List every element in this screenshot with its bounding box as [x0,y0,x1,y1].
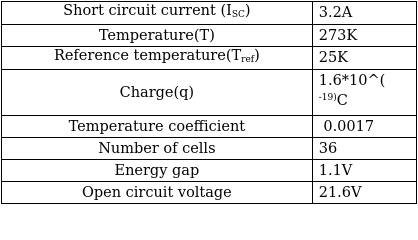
value-cell: 273K [312,25,416,47]
table-row [2,182,417,204]
parameter-cell: Short circuit current $(I_{SC})$ [2,2,313,25]
parameter-cell: Temperature(T) [2,25,313,47]
parameter-cell: Reference $temperature(T_{ref})$ [2,47,313,70]
table-row [2,116,417,138]
table-row [2,160,417,182]
parameter-cell: Number of cells [2,138,313,160]
parameter-cell: Temperature coefficient [2,116,313,138]
parameters-table [1,1,417,204]
parameter-cell: Charge(q) [2,70,313,116]
parameter-cell: Energy gap [2,160,313,182]
table-row [2,47,417,70]
value-cell: 21.6V [312,182,416,204]
table-row [2,2,417,25]
value-cell: 0.0017 [312,116,416,138]
table-row [2,25,417,47]
value-cell: 25K [312,47,416,70]
table-row [2,138,417,160]
value-cell: 1.6*10^( $^{-19)}$C [312,70,416,116]
value-cell: 1.1V [312,160,416,182]
table-row [2,70,417,116]
parameter-cell: Open circuit voltage [2,182,313,204]
value-cell: 3.2A [312,2,416,25]
value-cell: 36 [312,138,416,160]
